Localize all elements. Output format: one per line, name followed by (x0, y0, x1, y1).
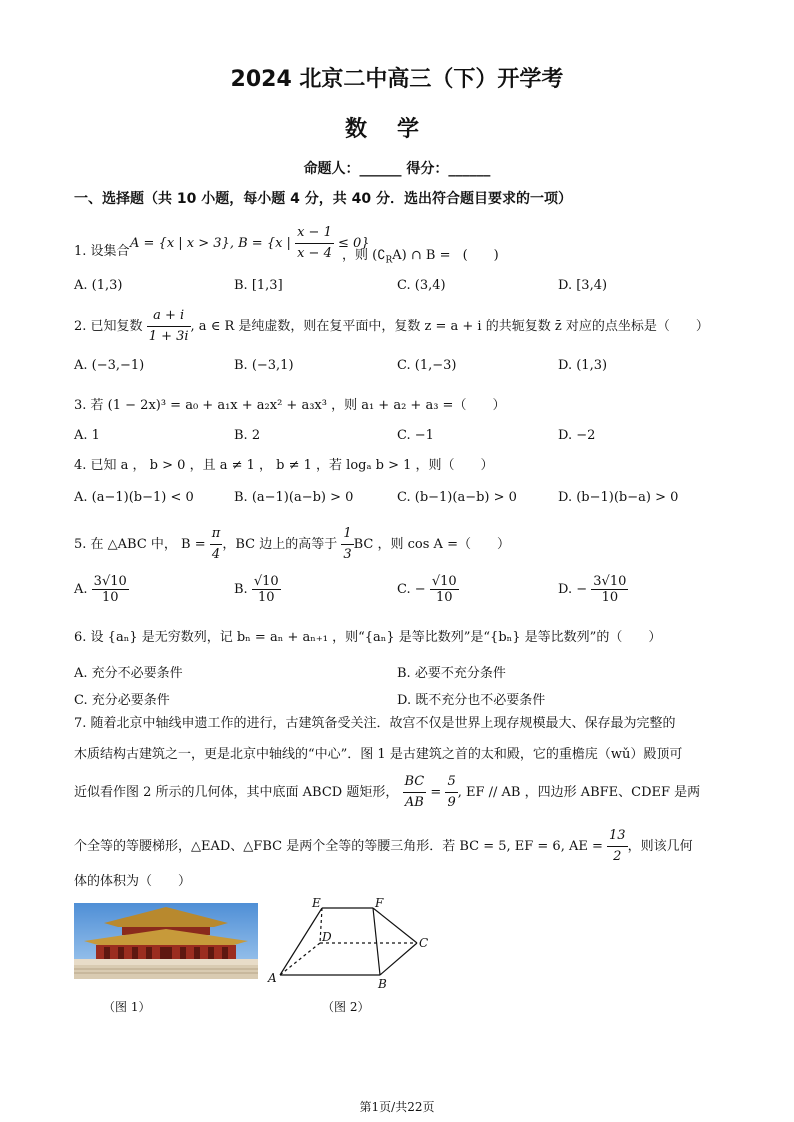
q5-option-d-frac (591, 574, 628, 605)
q3-option-c: C. −1 (397, 428, 434, 443)
paper-title: 2024 北京二中高三（下）开学考 (230, 67, 564, 92)
q5-option-b-num: √10 (253, 574, 279, 589)
edge-fc (373, 908, 417, 943)
label-f: F (375, 896, 384, 910)
label-d: D (322, 930, 332, 944)
q5-option-d-prefix: D. (558, 582, 573, 597)
q1-lead: 1. 设集合 (74, 244, 130, 259)
q7-line3b: , EF // AB ，四边形 ABFE、CDEF 是两 (457, 785, 701, 800)
q1-frac-num: x − 1 (295, 223, 334, 244)
q2-frac-num: a + i (147, 306, 191, 327)
q1-option-c: C. (3,4) (397, 278, 446, 293)
question-7-line-3 (74, 772, 700, 813)
q5-option-a-num: 3√10 (93, 574, 127, 589)
question-1-tail (342, 246, 499, 271)
q2-fraction (147, 306, 191, 347)
q7-ae-den: 2 (613, 849, 622, 864)
q5-option-c-den: 10 (435, 590, 453, 605)
q6-option-c: C. 充分必要条件 (74, 693, 170, 708)
figure-1-palace-image (74, 903, 258, 979)
q7-line3a: 近似看作图 2 所示的几何体，其中底面 ABCD 题矩形， (74, 785, 399, 800)
q1-option-d: D. [3,4) (558, 278, 608, 293)
q6-option-d: D. 既不充分也不必要条件 (397, 693, 546, 708)
q5-f1-den: 4 (211, 547, 221, 562)
q5-lead: 5. 在 △ABC 中， B = (74, 537, 206, 552)
q7-ratio-eq: = (430, 785, 442, 800)
q1-set-b-left: {x | (266, 236, 291, 251)
q7-ae-num: 13 (607, 826, 628, 847)
q1-frac-den: x − 4 (297, 246, 332, 261)
q7-ratio-lhs-num: BC (403, 772, 427, 793)
q7-ae-fraction (607, 826, 628, 867)
author-score-line: 命题人：______ 得分：______ (303, 161, 491, 177)
q5-option-a (74, 574, 129, 605)
q5-tail: BC ，则 cos A =（ ） (353, 537, 510, 552)
page-footer: 第1页/共22页 (359, 1100, 435, 1114)
q5-option-b-prefix: B. (234, 582, 248, 597)
q3-option-a: A. 1 (74, 428, 100, 443)
q1-paren: ( ) (462, 248, 499, 263)
q5-option-c (397, 574, 459, 605)
q1-tail2: A) ∩ B = (392, 248, 451, 263)
q7-ratio-lhs (403, 772, 427, 813)
label-e: E (312, 896, 321, 910)
q5-option-c-frac (430, 574, 459, 605)
q5-option-a-den: 10 (101, 590, 119, 605)
q1-option-a: A. (1,3) (74, 278, 123, 293)
q1-tail-sub: R (385, 255, 393, 266)
q1-option-b: B. [1,3] (234, 278, 283, 293)
q5-option-a-frac (92, 574, 129, 605)
q7-line4b: ，则该几何 (627, 839, 693, 854)
question-7-line-2: 木质结构古建筑之一，更是北京中轴线的“中心”．图 1 是古建筑之首的太和殿，它的重檐庑（wǔ）殿顶可 (74, 747, 683, 762)
q6-option-a: A. 充分不必要条件 (74, 666, 183, 681)
q3-option-d: D. −2 (558, 428, 596, 443)
figure-1-caption: （图 1） (103, 1000, 151, 1014)
q7-ratio-rhs-den: 9 (447, 795, 456, 810)
q2-option-c: C. (1,−3) (397, 358, 457, 373)
subject-title: 数学 (344, 117, 449, 142)
q2-tail: , a ∈ R 是纯虚数，则在复平面中，复数 z = a + i 的共轭复数 z̄ 对应的点坐标是（ ） (190, 319, 709, 334)
question-1-sets (130, 223, 370, 264)
question-6: 6. 设 {aₙ} 是无穷数列，记 bₙ = aₙ + aₙ₊₁ ，则“{aₙ} 是等比数列”是“{bₙ} 是等比数列”的（ ） (74, 630, 662, 645)
label-c: C (419, 936, 429, 950)
q5-mid: ，BC 边上的高等于 (222, 537, 338, 552)
q5-fraction-b (210, 524, 223, 565)
q2-option-a: A. (−3,−1) (74, 358, 145, 373)
edge-fb (373, 908, 380, 975)
question-5 (74, 524, 510, 565)
q7-ratio-rhs-num: 5 (445, 772, 457, 793)
edge-da-hidden (280, 943, 320, 975)
q5-f1-num: π (210, 524, 223, 545)
q4-option-a: A. (a−1)(b−1) < 0 (74, 490, 194, 505)
question-7-line-1: 7. 随着北京中轴线申遗工作的进行，古建筑备受关注．故宫不仅是世界上现存规模最大、保存最为完整的 (74, 716, 676, 731)
q2-option-b: B. (−3,1) (234, 358, 294, 373)
q4-option-b: B. (a−1)(a−b) > 0 (234, 490, 354, 505)
q2-lead: 2. 已知复数 (74, 319, 143, 334)
q7-ratio-lhs-den: AB (404, 795, 424, 810)
q4-option-d: D. (b−1)(b−a) > 0 (558, 490, 679, 505)
q1-fraction (295, 223, 334, 264)
q5-option-b-frac (252, 574, 281, 605)
q4-option-c: C. (b−1)(a−b) > 0 (397, 490, 517, 505)
q6-option-b: B. 必要不充分条件 (397, 666, 506, 681)
q5-option-c-sign: − (414, 582, 426, 597)
question-1 (74, 242, 130, 262)
q5-option-c-num: √10 (431, 574, 457, 589)
figure-2-solid (262, 895, 434, 991)
q5-f2-den: 3 (343, 547, 352, 562)
q5-option-b (234, 574, 281, 605)
q5-option-d-den: 10 (601, 590, 619, 605)
q3-option-b: B. 2 (234, 428, 261, 443)
edge-ea (280, 908, 322, 975)
q1-set-a: A = {x | x > 3}, B = (130, 236, 263, 251)
q2-option-d: D. (1,3) (558, 358, 608, 373)
q7-ratio-rhs (445, 772, 457, 813)
question-2 (74, 306, 709, 347)
q5-option-d-num: 3√10 (593, 574, 627, 589)
question-7-line-4 (74, 826, 693, 867)
q5-option-a-prefix: A. (74, 582, 88, 597)
q7-line4a: 个全等的等腰梯形，△EAD、△FBC 是两个全等的等腰三角形．若 BC = 5, EF = 6, AE = (74, 839, 603, 854)
q1-tail: ，则 (∁ (342, 248, 386, 263)
q5-f2-num: 1 (341, 524, 353, 545)
q5-option-b-den: 10 (257, 590, 275, 605)
label-a: A (268, 971, 277, 985)
q2-frac-den: 1 + 3i (148, 329, 189, 344)
q5-fraction-height (341, 524, 353, 565)
question-3: 3. 若 (1 − 2x)³ = a₀ + a₁x + a₂x² + a₃x³ ，则 a₁ + a₂ + a₃ =（ ） (74, 398, 506, 413)
figure-2-caption: （图 2） (322, 1000, 370, 1014)
q1-set-b-right: ≤ 0} (337, 236, 370, 251)
section-heading: 一、选择题（共 10 小题，每小题 4 分，共 40 分．选出符合题目要求的一项） (74, 191, 572, 207)
question-4: 4. 已知 a ， b > 0 ，且 a ≠ 1 ， b ≠ 1 ，若 logₐ b > 1 ，则（ ） (74, 458, 494, 473)
q5-option-c-prefix: C. (397, 582, 411, 597)
question-7-line-5: 体的体积为（ ） (74, 874, 192, 889)
q5-option-d (558, 574, 628, 605)
label-b: B (378, 977, 387, 991)
q5-option-d-sign: − (576, 582, 588, 597)
edge-bc (380, 943, 417, 975)
